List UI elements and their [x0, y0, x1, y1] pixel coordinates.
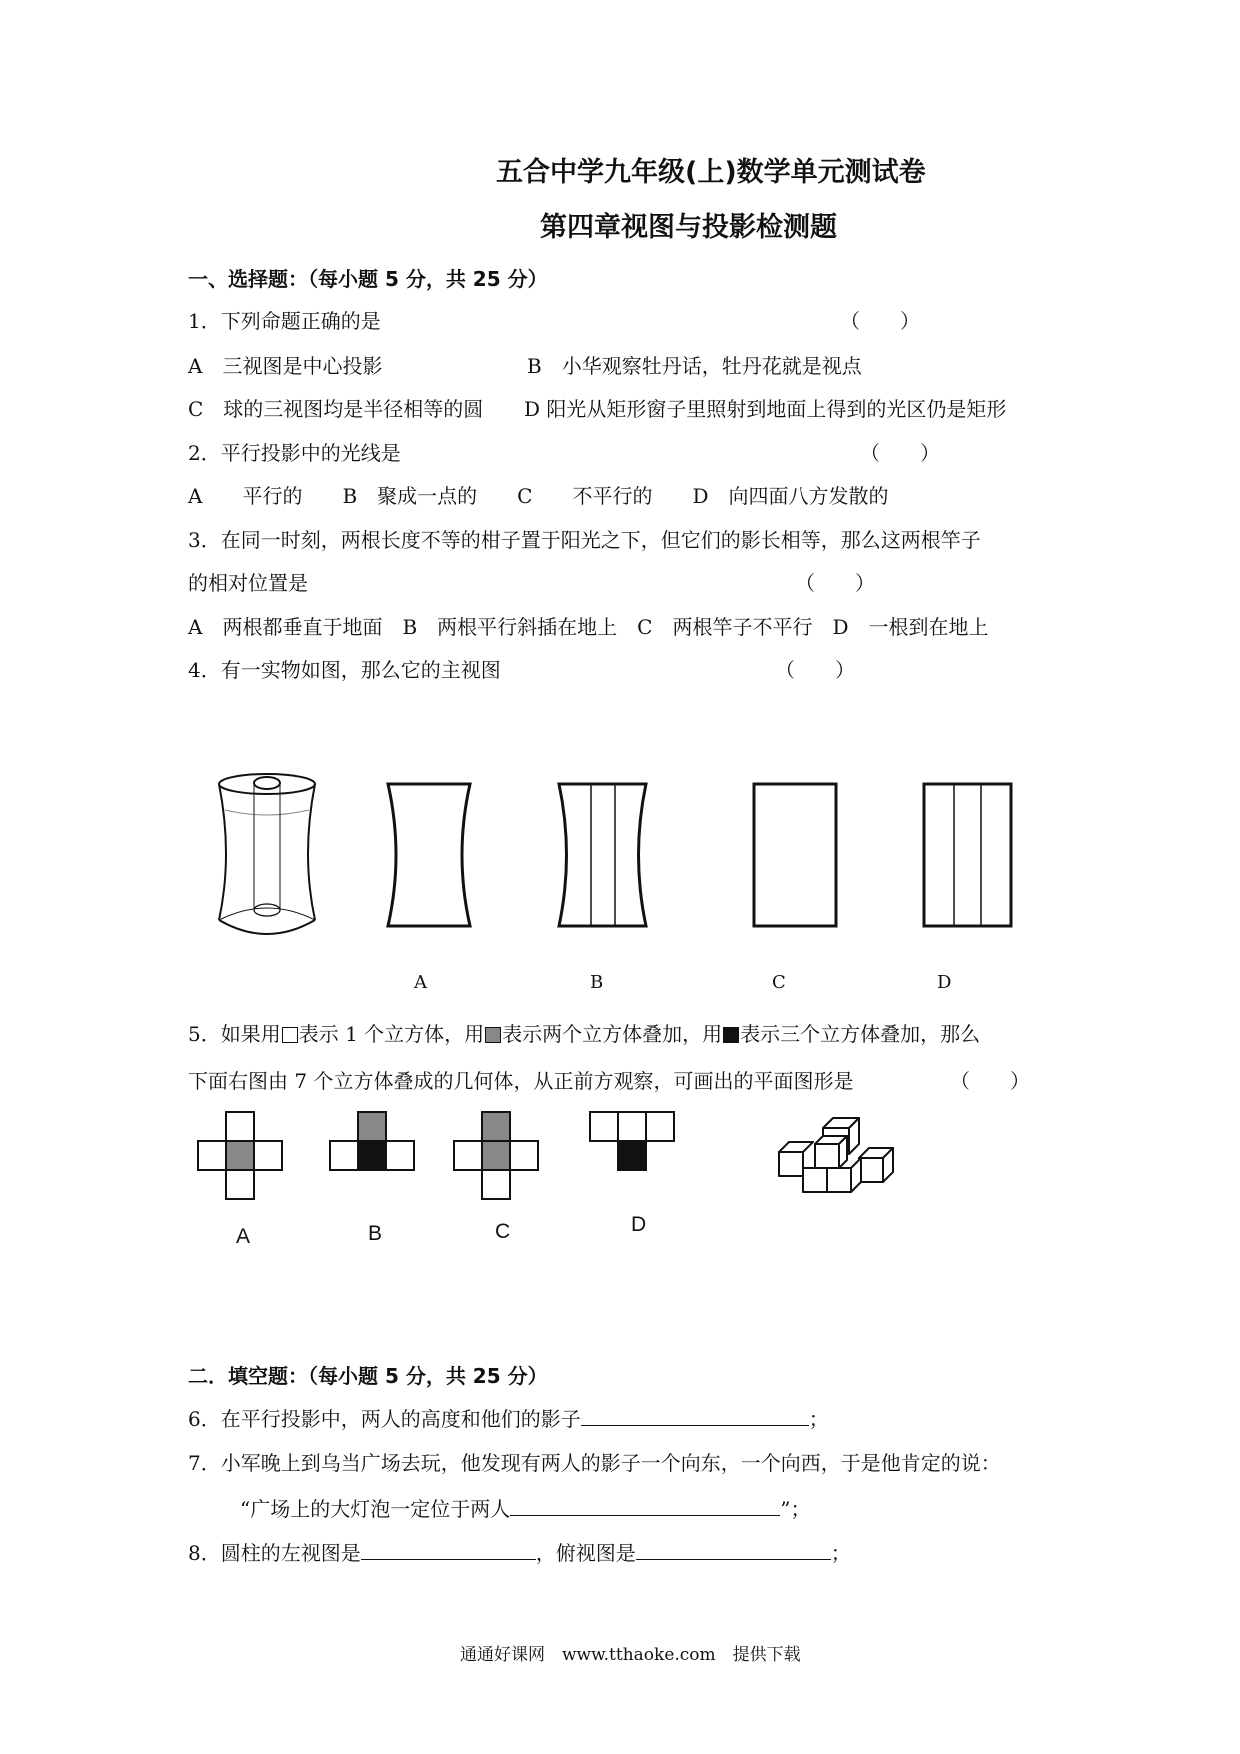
section-choice-heading: 一、选择题：（每小题 5 分，共 25 分）	[188, 267, 548, 291]
q5-answer-paren: （ ）	[950, 1069, 1030, 1093]
q5-option-c-grid	[452, 1110, 540, 1202]
q6-line	[188, 1403, 829, 1432]
q4-option-b-figure	[555, 780, 650, 930]
q2-stem: 2．平行投影中的光线是	[188, 441, 401, 465]
q1-answer-paren: （ ）	[840, 309, 920, 333]
q4-label-b: B	[590, 972, 604, 993]
q6-text: 6．在平行投影中，两人的高度和他们的影子	[188, 1407, 581, 1431]
q7-line1: 7．小军晚上到乌当广场去玩，他发现有两人的影子一个向东，一个向西，于是他肯定的说：	[188, 1451, 1001, 1475]
q7-end: ”；	[780, 1497, 811, 1521]
q7-line2	[240, 1493, 810, 1522]
q8-answer-blank-2[interactable]	[636, 1539, 831, 1560]
white-square-icon	[282, 1027, 298, 1043]
q1-option-b: B 小华观察牡丹话，牡丹花就是视点	[527, 354, 862, 378]
q5-label-b: B	[368, 1222, 383, 1245]
gray-square-icon	[485, 1027, 501, 1043]
q7-answer-blank[interactable]	[510, 1495, 780, 1516]
q5-label-c: C	[495, 1220, 511, 1243]
q8-mid: ，俯视图是	[535, 1541, 636, 1565]
q5-label-d: D	[631, 1213, 647, 1236]
q8-end: ；	[830, 1541, 851, 1565]
q3-stem-line1: 3．在同一时刻，两根长度不等的柑子置于阳光之下，但它们的影长相等，那么这两根竿子	[188, 528, 981, 552]
q5-option-a-grid	[196, 1110, 284, 1202]
page-title: 五合中学九年级(上)数学单元测试卷	[496, 157, 926, 188]
q6-answer-blank[interactable]	[581, 1405, 809, 1426]
q4-solid-figure	[215, 770, 320, 940]
q4-answer-paren: （ ）	[775, 658, 855, 682]
q6-end: ；	[808, 1407, 829, 1431]
page-subtitle: 第四章视图与投影检测题	[540, 212, 837, 243]
q4-option-a-figure	[384, 780, 474, 930]
q4-label-a: A	[414, 972, 427, 993]
q5-label-a: A	[236, 1225, 251, 1248]
q5-option-b-grid	[328, 1110, 416, 1172]
q4-label-d: D	[937, 972, 952, 993]
q2-answer-paren: （ ）	[860, 441, 940, 465]
q4-option-c-figure	[750, 780, 840, 930]
q3-answer-paren: （ ）	[795, 571, 875, 595]
q2-options: A 平行的 B 聚成一点的 C 不平行的 D 向四面八方发散的	[188, 484, 889, 508]
q5-cube-stack-figure	[775, 1100, 895, 1200]
q4-option-d-figure	[920, 780, 1015, 930]
q8-text: 8．圆柱的左视图是	[188, 1541, 361, 1565]
q1-option-c: C 球的三视图均是半径相等的圆	[188, 397, 484, 421]
q4-label-c: C	[772, 972, 786, 993]
q5-text-4: 表示三个立方体叠加，那么	[740, 1022, 981, 1046]
q5-stem-line1	[188, 1018, 980, 1047]
q3-options: A 两根都垂直于地面 B 两根平行斜插在地上 C 两根竿子不平行 D 一根到在地上	[188, 615, 989, 639]
q5-text-3: 表示两个立方体叠加，用	[502, 1022, 723, 1046]
q5-text-1: 5．如果用	[188, 1022, 281, 1046]
q4-stem: 4．有一实物如图，那么它的主视图	[188, 658, 501, 682]
q8-line	[188, 1537, 851, 1566]
section-fill-in-heading: 二．填空题：（每小题 5 分，共 25 分）	[188, 1364, 548, 1388]
q7-text: “广场上的大灯泡一定位于两人	[240, 1497, 511, 1521]
q5-option-d-grid	[588, 1110, 676, 1172]
q1-option-d: D 阳光从矩形窗子里照射到地面上得到的光区仍是矩形	[524, 397, 1007, 421]
footer-source: 通通好课网 www.tthaoke.com 提供下载	[460, 1645, 801, 1665]
q5-text-2: 表示 1 个立方体，用	[298, 1022, 485, 1046]
q1-option-a: A 三视图是中心投影	[188, 354, 383, 378]
q5-stem-line2: 下面右图由 7 个立方体叠成的几何体，从正前方观察，可画出的平面图形是	[188, 1069, 854, 1093]
black-square-icon	[723, 1027, 739, 1043]
q3-stem-line2: 的相对位置是	[188, 571, 308, 595]
q8-answer-blank-1[interactable]	[361, 1539, 536, 1560]
q1-stem: 1．下列命题正确的是	[188, 309, 381, 333]
